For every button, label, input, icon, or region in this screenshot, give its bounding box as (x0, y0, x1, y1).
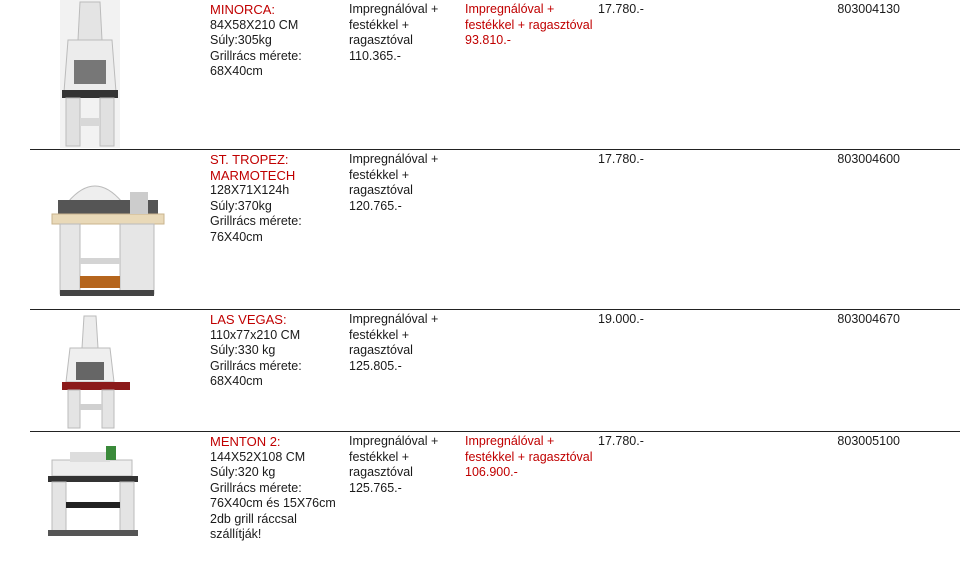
product-name: MINORCA: (210, 2, 275, 17)
extra-price: 17.780.- (598, 152, 644, 166)
discount-price-block (465, 434, 593, 481)
price-line: festékkel + (349, 167, 410, 182)
weight: Súly:370kg (210, 198, 272, 213)
grill-size: 68X40cm (210, 374, 263, 388)
dimensions: 84X58X210 CM (210, 17, 299, 32)
weight: Súly:305kg (210, 33, 272, 47)
price-value: 93.810.- (465, 33, 511, 47)
extra-price: 19.000.- (598, 312, 644, 326)
price-line: ragasztóval (349, 343, 413, 357)
delivery-note: szállítják! (210, 527, 262, 541)
discount-price-block (465, 2, 593, 49)
white-bbq-tower-icon (40, 0, 190, 148)
price-line: Impregnálóval + (349, 152, 439, 166)
grill-size-label: Grillrács mérete: (210, 358, 302, 373)
product-code: 803004600 (837, 152, 900, 166)
grill-size-label: Grillrács mérete: (210, 48, 302, 63)
product-description (210, 434, 340, 543)
grill-size-label: Grillrács mérete: (210, 214, 302, 228)
price-block (349, 2, 459, 64)
price-line: Impregnálóval + (349, 434, 439, 448)
dimensions: 128X71X124h (210, 183, 290, 197)
weight: Súly:320 kg (210, 465, 276, 479)
product-name: LAS VEGAS: (210, 312, 287, 327)
dimensions: 110x77x210 CM (210, 327, 301, 342)
price-line: Impregnálóval + (349, 312, 439, 326)
price-block (349, 152, 459, 214)
price-value: 125.765.- (349, 480, 402, 495)
grill-size: 76X40cm (210, 229, 263, 244)
product-description (210, 2, 340, 80)
weight: Súly:330 kg (210, 343, 276, 357)
price-value: 120.765.- (349, 198, 402, 213)
product-row-menton-2 (0, 432, 960, 573)
grill-size: 68X40cm (210, 64, 263, 78)
tall-bbq-red-counter-icon (40, 312, 190, 430)
product-name: ST. TROPEZ: (210, 152, 289, 167)
price-block (349, 312, 459, 374)
price-line: Impregnálóval + (349, 2, 439, 16)
grill-size: 76X40cm és 15X76cm (210, 496, 336, 510)
extra-price: 17.780.- (598, 2, 644, 16)
product-row-st-tropez (0, 150, 960, 310)
product-name-sub: MARMOTECH (210, 167, 296, 183)
product-code: 803004670 (837, 312, 900, 326)
price-line: festékkel + ragasztóval (465, 449, 593, 464)
product-code: 803005100 (837, 434, 900, 448)
delivery-note: 2db grill ráccsal (210, 511, 297, 526)
product-name: MENTON 2: (210, 434, 281, 449)
price-value: 106.900.- (465, 465, 518, 479)
price-line: festékkel + ragasztóval (465, 17, 593, 32)
grill-size-label: Grillrács mérete: (210, 480, 302, 495)
wide-bbq-counter-icon (40, 172, 190, 302)
price-value: 110.365.- (349, 48, 401, 63)
price-line: ragasztóval (349, 183, 413, 197)
extra-price: 17.780.- (598, 434, 644, 448)
product-description (210, 312, 340, 390)
price-line: Impregnálóval + (465, 434, 555, 448)
low-bbq-station-icon (40, 442, 190, 542)
product-code: 803004130 (837, 2, 900, 16)
price-value: 125.805.- (349, 358, 402, 373)
price-line: festékkel + (349, 17, 410, 32)
product-description (210, 152, 340, 245)
price-line: festékkel + (349, 327, 410, 342)
price-line: Impregnálóval + (465, 2, 555, 16)
price-line: ragasztóval (349, 33, 413, 47)
product-row-minorca (0, 0, 960, 150)
price-line: ragasztóval (349, 465, 413, 479)
dimensions: 144X52X108 CM (210, 449, 306, 464)
price-line: festékkel + (349, 449, 410, 464)
price-block (349, 434, 459, 496)
product-row-las-vegas (0, 310, 960, 432)
